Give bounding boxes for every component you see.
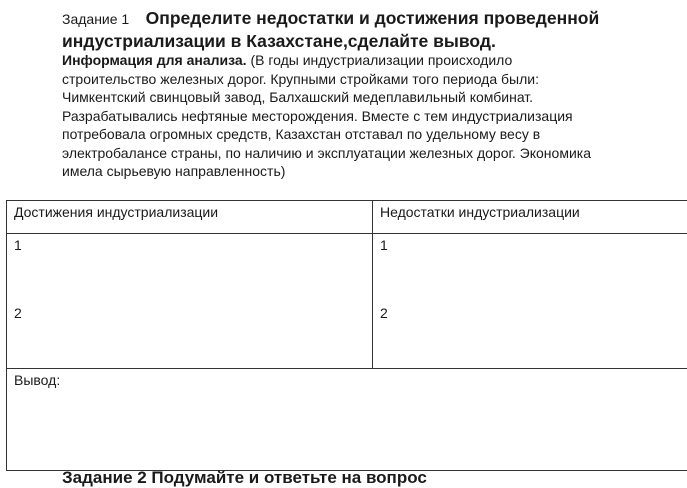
task-header bbox=[62, 8, 599, 29]
table-items-row bbox=[7, 234, 687, 369]
conclusion-label: Вывод: bbox=[14, 372, 60, 388]
task-title-line-2: индустриализации в Казахстане,сделайте вывод. bbox=[62, 31, 496, 52]
info-text-1: (В годы индустриализации происходило bbox=[247, 52, 513, 68]
task-title-line-1: Определите недостатки и достижения проведенной bbox=[146, 8, 600, 28]
info-line-3: Чимкентский свинцовый завод, Балхашский медеплавильный комбинат. bbox=[62, 88, 682, 107]
achievements-header: Достижения индустриализации bbox=[7, 201, 373, 234]
shortcomings-cell[interactable] bbox=[373, 234, 687, 369]
info-line-1 bbox=[62, 51, 682, 70]
conclusion-row bbox=[7, 369, 687, 471]
shortcoming-item-1-number: 1 bbox=[380, 237, 687, 253]
table-header-row bbox=[7, 201, 687, 234]
info-line-7: имела сырьевую направленность) bbox=[62, 162, 682, 181]
info-paragraph bbox=[62, 51, 682, 181]
info-line-2: строительство железных дорог. Крупными стройками того периода были: bbox=[62, 70, 682, 89]
info-line-5: потребовала огромных средств, Казахстан отставал по удельному весу в bbox=[62, 125, 682, 144]
analysis-table bbox=[6, 200, 687, 471]
info-line-4: Разрабатывались нефтяные месторождения. Вместе с тем индустриализация bbox=[62, 107, 682, 126]
shortcomings-header: Недостатки индустриализации bbox=[373, 201, 687, 234]
shortcoming-item-2-number: 2 bbox=[380, 305, 687, 321]
achievement-item-1-number: 1 bbox=[14, 237, 365, 253]
next-task-partial: Задание 2 Подумайте и ответьте на вопрос bbox=[62, 468, 427, 488]
achievement-item-2-number: 2 bbox=[14, 305, 365, 321]
info-label: Информация для анализа. bbox=[62, 52, 247, 68]
conclusion-cell[interactable] bbox=[7, 369, 687, 471]
info-line-6: электробалансе страны, по наличию и эксплуатации железных дорог. Экономика bbox=[62, 144, 682, 163]
achievements-cell[interactable] bbox=[7, 234, 373, 369]
task-number: Задание 1 bbox=[62, 11, 129, 27]
